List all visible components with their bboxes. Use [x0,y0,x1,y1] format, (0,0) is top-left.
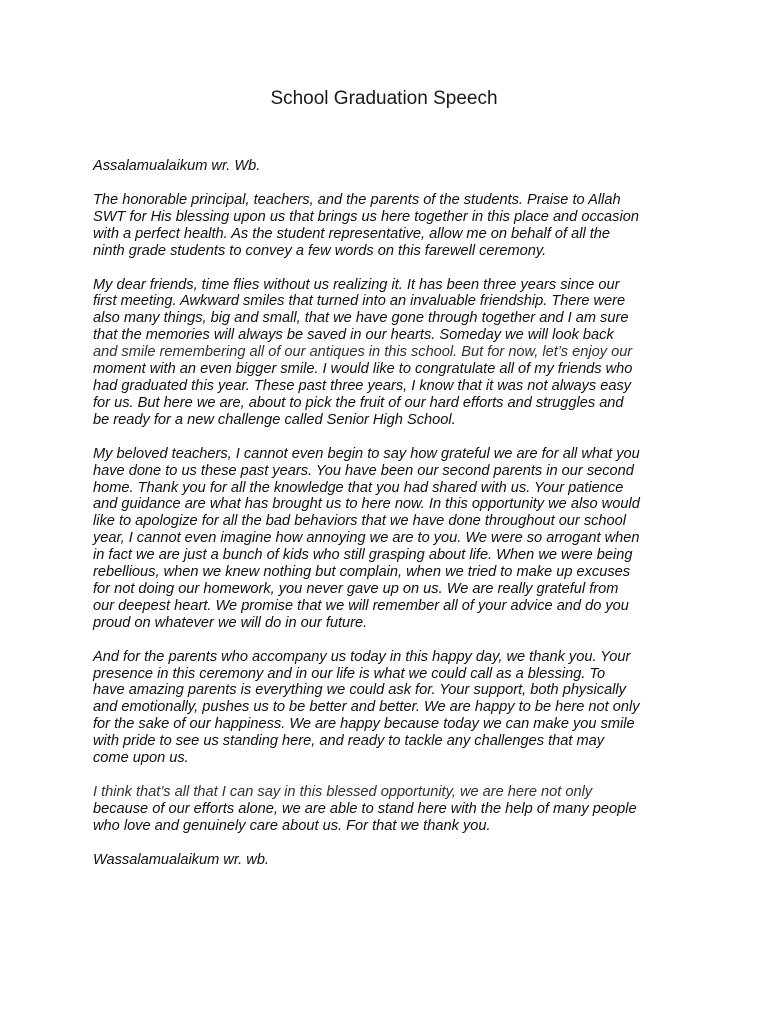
text-line: year, I cannot even imagine how annoying we are to you. We were so arrogant when [93,530,640,547]
speech-paragraph [93,649,683,767]
text-line: for us. But here we are, about to pick the fruit of our hard efforts and struggles and [93,394,624,411]
text-line: in fact we are just a bunch of kids who still grasping about life. When we were being [93,547,633,564]
text-line: first meeting. Awkward smiles that turned into an invaluable friendship. There were [93,293,626,310]
text-line: and guidance are what has brought us to here now. In this opportunity we also would [93,496,640,513]
text-line: And for the parents who accompany us today in this happy day, we thank you. Your [93,648,631,665]
text-line: proud on whatever we will do in our future. [93,614,368,631]
text-line: be ready for a new challenge called Senior High School. [93,411,456,428]
text-line: who love and genuinely care about us. For that we thank you. [93,817,491,834]
text-line: with pride to see us standing here, and ready to tackle any challenges that may [93,733,605,750]
page-title: School Graduation Speech [270,88,498,109]
text-line: My dear friends, time flies without us realizing it. It has been three years since our [93,276,620,293]
speech-paragraph [93,784,683,835]
text-line: for not doing our homework, you never gave up on us. We are really grateful from [93,580,619,597]
text-line: have done to us these past years. You have been our second parents in our second [93,462,634,479]
text-line: have amazing parents is everything we could ask for. Your support, both physically [93,682,626,699]
text-line: and emotionally, pushes us to be better and better. We are happy to be here not only [93,699,640,716]
text-line: The honorable principal, teachers, and the parents of the students. Praise to Allah [93,191,621,208]
speech-paragraph [93,277,683,429]
text-line: Assalamualaikum wr. Wb. [93,158,261,174]
speech-paragraph [93,158,683,175]
text-line: rebellious, when we knew nothing but complain, when we tried to make up excuses [93,564,631,581]
text-line: like to apologize for all the bad behaviors that we have done throughout our school [93,513,627,530]
text-line: home. Thank you for all the knowledge that you had shared with us. Your patience [93,479,624,496]
text-line: Wassalamualaikum wr. wb. [93,851,269,868]
text-line: I think that’s all that I can say in this blessed opportunity, we are here not only [93,784,593,800]
text-line: SWT for His blessing upon us that brings us here together in this place and occasion [93,208,639,225]
text-line: with a perfect health. As the student representative, allow me on behalf of all the [93,225,611,242]
speech-paragraph [93,852,683,869]
text-line: had graduated this year. These past three years, I know that it was not always easy [93,377,632,394]
text-line: our deepest heart. We promise that we will remember all of your advice and do you [93,597,629,614]
speech-body [93,158,683,886]
text-line: come upon us. [93,750,189,767]
speech-paragraph [93,192,683,260]
speech-paragraph [93,446,683,632]
text-line: My beloved teachers, I cannot even begin to say how grateful we are for all what you [93,445,640,462]
text-line: and smile remembering all of our antiques in this school. But for now, let’s enjoy our [93,344,633,361]
text-line: because of our efforts alone, we are able to stand here with the help of many people [93,800,637,817]
text-line: also many things, big and small, that we have gone through together and I am sure [93,310,629,327]
text-line: presence in this ceremony and in our life is what we could call as a blessing. To [93,665,606,682]
text-line: moment with an even bigger smile. I would like to congratulate all of my friends who [93,361,633,378]
text-line: for the sake of our happiness. We are happy because today we can make you smile [93,716,635,733]
text-line: ninth grade students to convey a few words on this farewell ceremony. [93,242,547,259]
text-line: that the memories will always be saved in our hearts. Someday we will look back [93,327,614,344]
